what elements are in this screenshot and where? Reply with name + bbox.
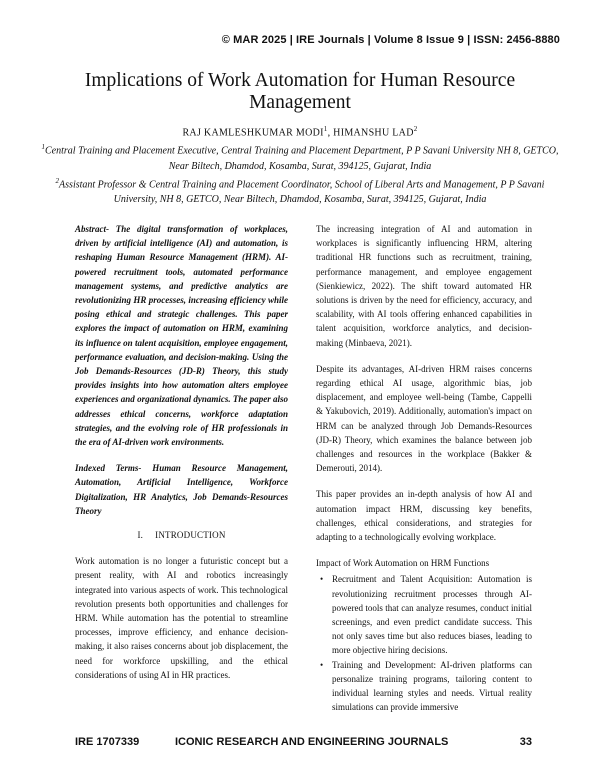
author-2-sup: 2 <box>413 125 418 133</box>
affiliation-1-text: Central Training and Placement Executive, Central Training and Placement Department, P P Savani University NH 8, GETCO, Near Biltech, Dhamdod, Kosamba, Surat, 394125, Gujarat, India <box>45 145 559 172</box>
author-name-1: RAJ KAMLESHKUMAR MODI <box>182 127 324 139</box>
body-paragraph-2: Despite its advantages, AI-driven HRM raises concerns regarding ethical AI usage, algorithmic bias, job displacement, and employee well-being (Tambe, Cappelli & Yakubovich, 2019). Additionally, automation's impact on HRM can be analyzed through Job Demands-Resources (JD-R) Theory, which examines the balance between job challenges and resources in the workplace (Bakker & Demerouti, 2014). <box>316 363 532 474</box>
footer-journal-name: ICONIC RESEARCH AND ENGINEERING JOURNALS <box>175 736 449 748</box>
affiliation-2-sup: 2 <box>55 176 60 185</box>
footer-paper-id: IRE 1707339 <box>75 736 140 748</box>
affiliation-1-sup: 1 <box>41 143 46 152</box>
abstract: Abstract- The digital transformation of workplaces, driven by artificial intelligence (AI) and automation, is reshaping Human Resource Management (HRM). AI-powered recruitment tools, automated performance management systems, and predictive analytics are revolutionizing HR processes, increasing efficiency while posing ethical and strategic challenges. This paper explores the impact of automation on HRM, examining its influence on talent acquisition, employee engagement, performance evaluation, and decision-making. Using the Job Demands-Resources (JD-R) Theory, this study provides insights into how automation alters employee experiences and organizational dynamics. The paper also addresses ethical concerns, workforce adaptation strategies, and the evolving role of HR professionals in the era of AI-driven work environments. <box>75 224 288 448</box>
intro-paragraph: Work automation is no longer a futuristic concept but a present reality, with AI and robotics increasingly integrated into various aspects of work. This technological revolution presents both opportunities and challenges for HRM. While automation has the potential to streamline processes, improve efficiency, and enhance decision-making, it also raises concerns about job displacement, the need for workforce upskilling, and the ethical considerations of using AI in HR practices. <box>75 556 288 680</box>
affiliation-2-text: Assistant Professor & Central Training and Placement Coordinator, School of Liberal Arts and Management, P P Savani University, NH 8, GETCO, Near Biltech, Dhamdod, Kosamba, Surat, 394125, Gujarat, India <box>59 178 545 205</box>
page-number: 33 <box>519 736 532 748</box>
affiliation-2 <box>40 174 560 207</box>
paper-title: Implications of Work Automation for Human Resource Management <box>84 70 516 113</box>
section-heading-introduction <box>75 528 288 542</box>
author-1-sup: 1 <box>323 125 328 133</box>
left-column <box>75 222 288 694</box>
author-name-2: , HIMANSHU LAD <box>327 127 414 139</box>
body-paragraph-1: The increasing integration of AI and automation in workplaces is significantly influencing HRM, altering traditional HR functions such as recruitment, training, performance management, and employee engagement (Sienkiewicz, 2022). The shift toward automated HR solutions is driven by the need for efficiency, accuracy, and scalability, with AI tools offering enhanced capabilities in talent acquisition, workforce analytics, and decision-making (Minbaeva, 2021). <box>316 224 532 348</box>
list-item-training: • Training and Development: AI-driven platforms can personalize training programs, tailoring content to individual learning styles and needs. Virtual reality simulations can provide immersive <box>332 658 532 715</box>
impact-list <box>316 572 532 714</box>
right-column <box>316 222 532 715</box>
author-names <box>40 122 560 140</box>
journal-header: © MAR 2025 | IRE Journals | Volume 8 Issue 9 | ISSN: 2456-8880 <box>221 34 560 46</box>
section-title: INTRODUCTION <box>155 530 226 541</box>
list-item-recruitment: • Recruitment and Talent Acquisition: Automation is revolutionizing recruitment processes through AI-powered tools that can analyze resumes, conduct initial screenings, and even predict candidate success. This not only saves time but also reduces biases, leading to more objective hiring decisions. <box>332 572 532 657</box>
author-block <box>40 122 560 207</box>
affiliation-1 <box>40 140 560 173</box>
body-paragraph-3: This paper provides an in-depth analysis of how AI and automation impact HRM, discussing key benefits, challenges, ethical considerations, and strategies for adapting to a technologically evolving workplace. <box>316 489 532 543</box>
impact-heading: Impact of Work Automation on HRM Functions <box>316 558 490 569</box>
section-number: I. <box>137 530 144 541</box>
index-terms: Indexed Terms- Human Resource Management, Automation, Artificial Intelligence, Workforce Digitalization, HR Analytics, Job Demands-Resources Theory <box>75 463 288 516</box>
